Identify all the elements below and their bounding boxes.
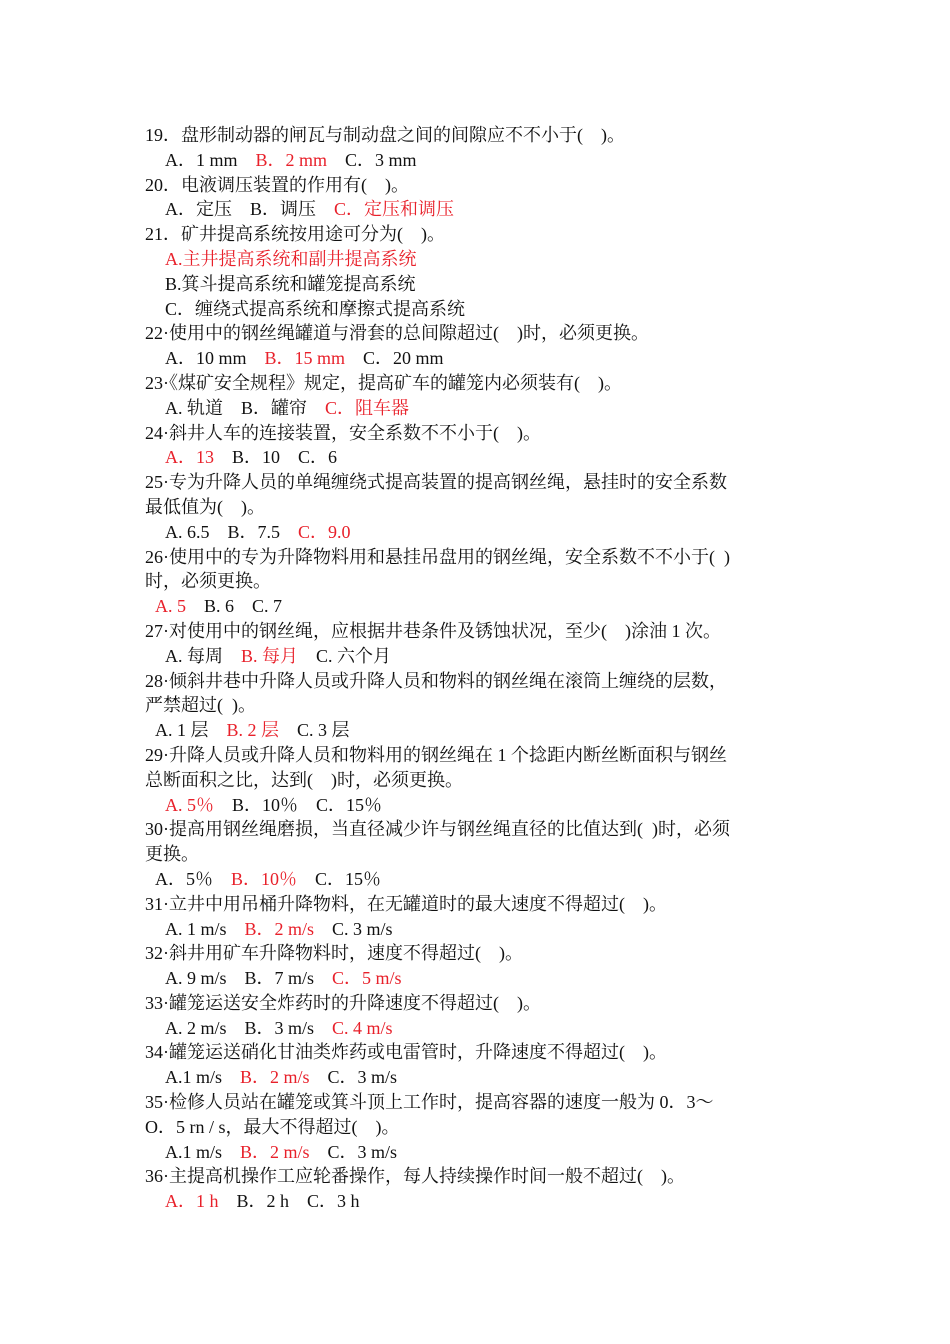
- correct-answer: B．2 mm: [255, 149, 328, 170]
- answer-options: [145, 272, 810, 297]
- question-text: [145, 321, 810, 346]
- question-text-content: 23·《煤矿安全规程》规定，提高矿车的罐笼内必须装有( )。: [145, 372, 622, 393]
- option-text: C．20 mm: [345, 348, 444, 369]
- correct-answer: A. 5: [155, 596, 186, 617]
- question-text: [145, 123, 810, 148]
- option-text: A. 轨道 B．罐帘: [165, 397, 326, 418]
- question-text: [145, 1090, 810, 1115]
- question-text: [145, 371, 810, 396]
- question-text: [145, 173, 810, 198]
- correct-answer: B. 2 层: [226, 720, 280, 741]
- correct-answer: B. 每月: [241, 645, 299, 666]
- question-text-content: 30·提高用钢丝绳磨损，当直径减少许与钢丝绳直径的比值达到( )时，必须: [145, 819, 730, 840]
- answer-options: [145, 718, 810, 743]
- answer-options: [145, 867, 810, 892]
- option-text: A. 2 m/s B．3 m/s: [165, 1017, 333, 1038]
- question-text: [145, 470, 810, 495]
- question-text: [145, 669, 810, 694]
- question-text: [145, 991, 810, 1016]
- option-text: A.1 m/s: [165, 1067, 241, 1088]
- question-text-content: 31·立井中用吊桶升降物料，在无罐道时的最大速度不得超过( )。: [145, 893, 667, 914]
- answer-options: [145, 1065, 810, 1090]
- answer-options: [145, 793, 810, 818]
- option-text: A. 1 层: [155, 720, 227, 741]
- question-text: [145, 1164, 810, 1189]
- option-text: C．3 mm: [327, 149, 417, 170]
- question-text-content: 时，必须更换。: [145, 571, 271, 592]
- answer-options: [145, 1140, 810, 1165]
- correct-answer: A．13: [165, 447, 214, 468]
- question-text: [145, 941, 810, 966]
- question-text: [145, 892, 810, 917]
- question-text-content: O．5 rn / s，最大不得超过( )。: [145, 1116, 400, 1137]
- question-text: [145, 1040, 810, 1065]
- option-text: C. 3 层: [279, 720, 350, 741]
- option-text: C. 六个月: [298, 645, 392, 666]
- correct-answer: B．2 m/s: [240, 1067, 310, 1088]
- correct-answer: B．2 m/s: [244, 918, 315, 939]
- option-text: B. 6 C. 7: [186, 596, 283, 617]
- question-text: [145, 222, 810, 247]
- question-text-content: 20．电液调压装置的作用有( )。: [145, 174, 409, 195]
- answer-options: [145, 520, 810, 545]
- question-text-content: 最低值为( )。: [145, 496, 265, 517]
- answer-options: [145, 644, 810, 669]
- answer-options: [145, 917, 810, 942]
- correct-answer: A.主井提高系统和副井提高系统: [165, 248, 417, 269]
- question-text: [145, 421, 810, 446]
- question-text: [145, 545, 810, 570]
- question-text-content: 35·检修人员站在罐笼或箕斗顶上工作时，提高容器的速度一般为 0．3～: [145, 1092, 714, 1113]
- correct-answer: B．10％: [231, 868, 298, 889]
- question-text: [145, 495, 810, 520]
- question-text: [145, 1115, 810, 1140]
- option-text: C. 3 m/s: [314, 918, 393, 939]
- correct-answer: A．1 h: [165, 1191, 219, 1212]
- option-text: B．10 C．6: [214, 447, 338, 468]
- question-text-content: 21．矿井提高系统按用途可分为( )。: [145, 224, 445, 245]
- question-list: [145, 123, 810, 1214]
- answer-options: [145, 297, 810, 322]
- question-text-content: 22·使用中的钢丝绳罐道与滑套的总间隙超过( )时，必须更换。: [145, 323, 649, 344]
- question-text-content: 严禁超过( )。: [145, 695, 256, 716]
- question-text-content: 32·斜井用矿车升降物料时，速度不得超过( )。: [145, 943, 523, 964]
- option-text: C．3 m/s: [309, 1141, 398, 1162]
- option-text: A.1 m/s: [165, 1141, 241, 1162]
- answer-options: [145, 966, 810, 991]
- option-text: C．3 m/s: [309, 1067, 398, 1088]
- option-text: A. 每周: [165, 645, 241, 666]
- question-text-content: 29·升降人员或升降人员和物料用的钢丝绳在 1 个捻距内断丝断面积与钢丝: [145, 744, 727, 765]
- option-text: B．10％ C．15％: [214, 794, 383, 815]
- option-text: A．5％: [155, 868, 231, 889]
- option-text: B.箕斗提高系统和罐笼提高系统: [165, 273, 416, 294]
- question-text: [145, 768, 810, 793]
- answer-options: [145, 148, 810, 173]
- question-text-content: 总断面积之比，达到( )时，必须更换。: [145, 769, 463, 790]
- correct-answer: B．15 mm: [264, 348, 346, 369]
- correct-answer: B．2 m/s: [240, 1141, 310, 1162]
- question-text: [145, 619, 810, 644]
- option-text: A．定压 B．调压: [165, 199, 335, 220]
- correct-answer: C．定压和调压: [334, 199, 455, 220]
- option-text: A. 9 m/s B．7 m/s: [165, 968, 333, 989]
- question-text-content: 25·专为升降人员的单绳缠绕式提高装置的提高钢丝绳，悬挂时的安全系数: [145, 472, 727, 493]
- question-text-content: 26·使用中的专为升降物料用和悬挂吊盘用的钢丝绳，安全系数不不小于( ): [145, 546, 730, 567]
- question-text-content: 28·倾斜井巷中升降人员或升降人员和物料的钢丝绳在滚筒上缠绕的层数，: [145, 670, 727, 691]
- option-text: C．缠绕式提高系统和摩擦式提高系统: [165, 298, 466, 319]
- option-text: B．2 h C．3 h: [218, 1191, 360, 1212]
- question-text-content: 更换。: [145, 844, 199, 865]
- correct-answer: A. 5％: [165, 794, 214, 815]
- question-text: [145, 693, 810, 718]
- correct-answer: C. 4 m/s: [332, 1017, 393, 1038]
- answer-options: [145, 594, 810, 619]
- question-text-content: 19．盘形制动器的闸瓦与制动盘之间的间隙应不不小于( )。: [145, 125, 625, 145]
- answer-options: [145, 1189, 810, 1214]
- correct-answer: C．5 m/s: [332, 968, 402, 989]
- option-text: A．10 mm: [165, 348, 265, 369]
- answer-options: [145, 247, 810, 272]
- answer-options: [145, 197, 810, 222]
- question-text: [145, 743, 810, 768]
- answer-options: [145, 1016, 810, 1041]
- question-text: [145, 569, 810, 594]
- question-text: [145, 817, 810, 842]
- option-text: A．1 mm: [165, 149, 256, 170]
- question-text-content: 27·对使用中的钢丝绳，应根据井巷条件及锈蚀状况，至少( )涂油 1 次。: [145, 620, 721, 641]
- question-text-content: 34·罐笼运送硝化甘油类炸药或电雷管时，升降速度不得超过( )。: [145, 1042, 667, 1063]
- option-text: A. 1 m/s: [165, 918, 245, 939]
- option-text: A. 6.5 B．7.5: [165, 521, 299, 542]
- answer-options: [145, 346, 810, 371]
- correct-answer: C．9.0: [298, 521, 351, 542]
- question-text-content: 24·斜井人车的连接装置，安全系数不不小于( )。: [145, 422, 541, 443]
- correct-answer: C．阻车器: [325, 397, 410, 418]
- question-text-content: 33·罐笼运送安全炸药时的升降速度不得超过( )。: [145, 992, 541, 1013]
- option-text: C．15％: [297, 868, 382, 889]
- answer-options: [145, 445, 810, 470]
- question-text: [145, 842, 810, 867]
- question-text-content: 36·主提高机操作工应轮番操作，每人持续操作时间一般不超过( )。: [145, 1166, 685, 1187]
- answer-options: [145, 396, 810, 421]
